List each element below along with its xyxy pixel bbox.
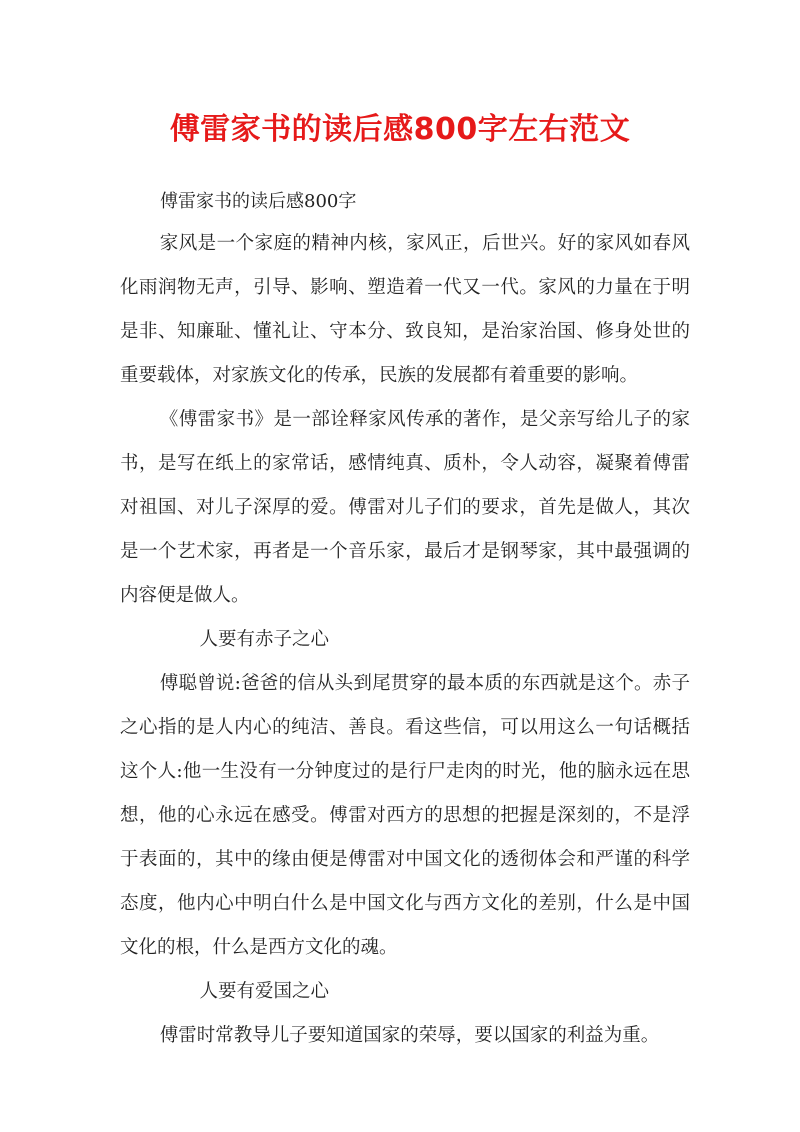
paragraph-pure-heart: 傅聪曾说:爸爸的信从头到尾贯穿的最本质的东西就是这个。赤子之心指的是人内心的纯洁、善良。看这些信，可以用这么一句话概括这个人:他一生没有一分钟度过的是行尸走肉的时光，他的脑永远在思想，他的心永远在感受。傅雷对西方的思想的把握是深刻的，不是浮于表面的，其中的缘由便是傅雷对中国文化的透彻体会和严谨的科学态度，他内心中明白什么是中国文化与西方文化的差别，什么是中国文化的根，什么是西方文化的魂。 xyxy=(120,673,690,958)
paragraph-family-tradition: 家风是一个家庭的精神内核，家风正，后世兴。好的家风如春风化雨润物无声，引导、影响、塑造着一代又一代。家风的力量在于明是非、知廉耻、懂礼让、守本分、致良知，是治家治国、修身处世的重要载体，对家族文化的传承，民族的发展都有着重要的影响。 xyxy=(120,233,690,386)
paragraph-patriotism: 傅雷时常教导儿子要知道国家的荣辱，要以国家的利益为重。 xyxy=(159,1025,660,1046)
paragraph-fu-lei-letters: 《傅雷家书》是一部诠释家风传承的著作，是父亲写给儿子的家书，是写在纸上的家常话，感情纯真、质朴，令人动容，凝聚着傅雷对祖国、对儿子深厚的爱。傅雷对儿子们的要求，首先是做人，其次是一个艺术家，再者是一个音乐家，最后才是钢琴家，其中最强调的内容便是做人。 xyxy=(120,409,690,606)
section-heading-patriotism: 人要有爱国之心 xyxy=(199,981,330,1002)
document-title: 傅雷家书的读后感800字左右范文 xyxy=(169,112,631,147)
section-heading-pure-heart: 人要有赤子之心 xyxy=(199,629,330,650)
document-body xyxy=(120,222,690,1058)
document-subtitle: 傅雷家书的读后感800字 xyxy=(160,191,357,212)
